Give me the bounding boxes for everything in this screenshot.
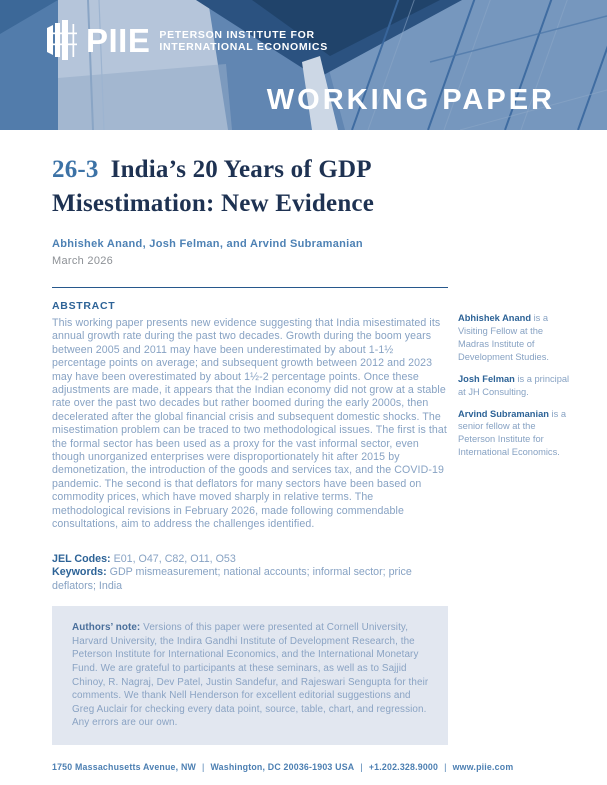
footer-separator: | — [202, 762, 205, 773]
jel-codes-value: E01, O47, C82, O11, O53 — [113, 552, 236, 565]
keywords-label: Keywords: — [52, 566, 107, 579]
section-divider — [52, 287, 448, 288]
footer-phone: +1.202.328.9000 — [368, 762, 439, 773]
author-bio — [458, 408, 570, 459]
working-paper-banner: WORKING PAPER — [266, 84, 555, 116]
main-content — [0, 130, 607, 745]
main-column — [52, 130, 448, 745]
author-bio-name: Arvind Subramanian — [458, 408, 549, 419]
piie-org-line1: PETERSON INSTITUTE FOR — [159, 28, 315, 41]
piie-org-line2: INTERNATIONAL ECONOMICS — [159, 41, 328, 53]
jel-codes-label: JEL Codes: — [52, 552, 111, 565]
paper-number: 26-3 — [52, 156, 99, 183]
author-bio — [458, 373, 570, 399]
footer-separator: | — [360, 762, 363, 773]
header — [0, 0, 607, 130]
footer-website-link[interactable]: www.piie.com — [452, 762, 514, 773]
footer-location: Washington, DC 20036-1903 USA — [210, 762, 355, 773]
footer-address: 1750 Massachusetts Avenue, NW — [52, 762, 196, 773]
author-bio-text: is a senior fellow at the Peterson Institute for International Economics. — [458, 408, 566, 458]
abstract-heading: ABSTRACT — [52, 300, 116, 312]
footer — [52, 762, 607, 772]
authors-note-box — [52, 606, 448, 745]
jel-codes-line — [52, 553, 448, 567]
page-title — [52, 153, 448, 221]
authors-note-body: Versions of this paper were presented at Cornell University, Harvard University, the Indira Gandhi Institute of Development Research, the Peterson Institute for International Economics, and the International Monetary Fund. We are grateful to participants at these seminars, as well as to Sajjid Chinoy, R. Nagraj, Dev Patel, Justin Sandefur, and Rajeswari Sengupta for their comments. We thank Nell Henderson for excellent editorial suggestions and Greg Auclair for checking every data point, source, table, chart, and regression. Any errors are our own. — [72, 622, 429, 729]
publication-date: March 2026 — [52, 255, 114, 267]
keywords-line — [52, 566, 448, 593]
authors-line: Abhishek Anand, Josh Felman, and Arvind Subramanian — [52, 238, 363, 250]
classification-block — [52, 553, 448, 594]
author-bio — [458, 312, 570, 363]
piie-logo — [47, 19, 328, 61]
piie-building-icon — [47, 19, 77, 61]
author-bio-name: Josh Felman — [458, 373, 515, 384]
author-bio-text: is a Visiting Fellow at the Madras Institute of Development Studies. — [458, 313, 549, 362]
piie-logo-acronym: PIIE — [86, 22, 151, 59]
authors-note-label: Authors’ note: — [72, 622, 141, 634]
author-bio-text: is a principal at JH Consulting. — [458, 373, 570, 397]
author-bios-sidebar — [458, 303, 570, 745]
paper-title-text: India’s 20 Years of GDP Misestimation: New Evidence — [52, 156, 375, 217]
keywords-value: GDP mismeasurement; national accounts; informal sector; price deflators; India — [52, 566, 412, 592]
piie-org-name — [159, 27, 328, 54]
footer-separator: | — [444, 762, 447, 773]
abstract-body: This working paper presents new evidence suggesting that India misestimated its annual growth rate during the past two decades. Growth during the boom years between 2005 and 2011 may have been underestimated by about 1-1½ percentage points on average; and subsequent growth between 2012 and 2023 may have been overestimated by about 1½-2 percentage points. Once these adjustments are made, it appears that the Indian economy did not grow at a stable rate over the past two decades but rather boomed during the early 2000s, then decelerated after the global financial crisis and subsequent domestic shocks. The misestimation problem can be traced to two methodological issues. The first is that the formal sector has been used as a proxy for the vast informal sector, even though unorganized enterprises were disproportionately hit after 2015 by demonetization, the introduction of the goods and services tax, and the COVID-19 pandemic. The second is that deflators for many sectors have been based on commodity prices, which have moved sharply in relative terms. The methodological revisions in February 2026, made following commendable consultations, aim to address the challenges identified. — [52, 317, 447, 531]
author-bio-name: Abhishek Anand — [458, 313, 532, 324]
